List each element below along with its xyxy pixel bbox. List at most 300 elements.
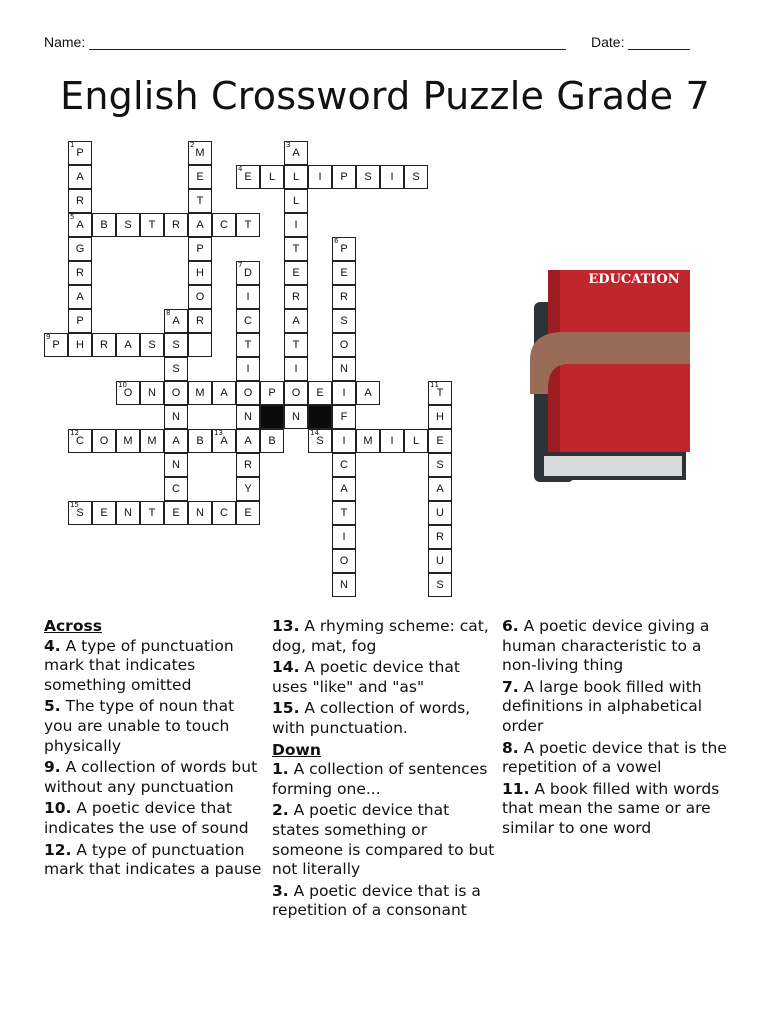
grid-cell[interactable] bbox=[332, 237, 356, 261]
cell-letter: M bbox=[147, 435, 157, 447]
clue-number: 13. bbox=[272, 617, 300, 635]
cell-letter: A bbox=[124, 339, 132, 351]
cell-letter: O bbox=[99, 435, 109, 447]
cell-letter: P bbox=[268, 387, 276, 399]
grid-cell[interactable] bbox=[236, 309, 260, 333]
clue-number: 3 bbox=[286, 141, 291, 149]
grid-cell[interactable] bbox=[188, 309, 212, 333]
clues-column-1 bbox=[44, 617, 266, 882]
cell-letter: E bbox=[292, 267, 300, 279]
cell-letter: A bbox=[244, 435, 252, 447]
grid-cell[interactable] bbox=[332, 477, 356, 501]
cell-letter: C bbox=[220, 507, 228, 519]
cell-letter: P bbox=[76, 315, 84, 327]
grid-cell[interactable] bbox=[404, 429, 428, 453]
grid-cell[interactable] bbox=[92, 429, 116, 453]
cell-letter: I bbox=[390, 435, 394, 447]
grid-cell[interactable] bbox=[188, 501, 212, 525]
cell-letter: A bbox=[196, 219, 204, 231]
grid-cell[interactable] bbox=[236, 405, 260, 429]
grid-cell[interactable] bbox=[428, 573, 452, 597]
cell-letter: T bbox=[196, 195, 204, 207]
grid-cell[interactable] bbox=[68, 285, 92, 309]
clue-text: A large book filled with definitions in alphabetical order bbox=[502, 677, 703, 735]
cell-letter: E bbox=[244, 507, 252, 519]
cell-letter: I bbox=[318, 171, 322, 183]
cell-letter: E bbox=[196, 171, 204, 183]
grid-cell[interactable] bbox=[332, 261, 356, 285]
grid-cell[interactable] bbox=[236, 165, 260, 189]
cell-letter: C bbox=[340, 459, 348, 471]
grid-cell[interactable] bbox=[164, 405, 188, 429]
cell-letter: P bbox=[76, 147, 84, 159]
grid-cell[interactable] bbox=[260, 165, 284, 189]
grid-cell[interactable] bbox=[212, 381, 236, 405]
across-clue bbox=[272, 617, 496, 656]
grid-cell[interactable] bbox=[260, 381, 284, 405]
cell-letter: R bbox=[196, 315, 204, 327]
cell-letter: F bbox=[340, 411, 348, 423]
clue-number: 15 bbox=[70, 501, 79, 509]
cell-letter: P bbox=[196, 243, 204, 255]
grid-cell[interactable] bbox=[164, 333, 188, 357]
grid-cell[interactable] bbox=[188, 237, 212, 261]
grid-cell[interactable] bbox=[332, 429, 356, 453]
clues-column-3 bbox=[502, 617, 732, 841]
clue-number: 6 bbox=[334, 237, 339, 245]
cell-letter: I bbox=[294, 363, 298, 375]
clue-number: 9. bbox=[44, 758, 61, 777]
grid-cell[interactable] bbox=[68, 141, 92, 165]
clue-text: A collection of words but without any punctuation bbox=[44, 758, 258, 796]
clue-number: 8. bbox=[502, 738, 519, 757]
grid-cell[interactable] bbox=[284, 141, 308, 165]
cell-letter: R bbox=[172, 219, 180, 231]
grid-cell[interactable] bbox=[68, 237, 92, 261]
clue-number: 14 bbox=[310, 429, 319, 437]
cell-letter: S bbox=[364, 171, 372, 183]
grid-cell[interactable] bbox=[332, 285, 356, 309]
clue-number: 7. bbox=[502, 677, 519, 696]
grid-cell[interactable] bbox=[164, 381, 188, 405]
book-label: EDUCATION bbox=[588, 272, 680, 287]
grid-cell[interactable] bbox=[428, 477, 452, 501]
clue-number: 15. bbox=[272, 699, 300, 718]
cell-letter: N bbox=[172, 411, 180, 423]
grid-cell[interactable] bbox=[212, 501, 236, 525]
grid-cell[interactable] bbox=[284, 213, 308, 237]
grid-cell[interactable] bbox=[332, 309, 356, 333]
grid-cell[interactable] bbox=[164, 213, 188, 237]
grid-cell[interactable] bbox=[188, 429, 212, 453]
cell-letter: S bbox=[172, 339, 180, 351]
down-clue bbox=[272, 760, 496, 799]
cell-letter: A bbox=[76, 291, 84, 303]
grid-cell[interactable] bbox=[116, 381, 140, 405]
grid-cell[interactable] bbox=[428, 429, 452, 453]
cell-letter: N bbox=[340, 579, 348, 591]
across-clue bbox=[44, 841, 266, 880]
cell-letter: B bbox=[268, 435, 276, 447]
grid-cell[interactable] bbox=[284, 357, 308, 381]
cell-letter: I bbox=[390, 171, 394, 183]
cell-letter: E bbox=[436, 435, 444, 447]
down-clue bbox=[502, 678, 732, 737]
grid-cell[interactable] bbox=[164, 477, 188, 501]
grid-cell[interactable] bbox=[44, 333, 68, 357]
education-book-icon bbox=[530, 264, 700, 494]
grid-cell[interactable] bbox=[236, 477, 260, 501]
grid-cell[interactable] bbox=[428, 549, 452, 573]
cell-letter: N bbox=[292, 411, 300, 423]
across-clue bbox=[272, 699, 496, 738]
cell-letter: H bbox=[76, 339, 84, 351]
clue-text: A collection of sentences forming one... bbox=[272, 760, 488, 798]
grid-cell[interactable] bbox=[188, 381, 212, 405]
clue-number: 1 bbox=[70, 141, 75, 149]
grid-cell[interactable] bbox=[404, 165, 428, 189]
grid-cell[interactable] bbox=[428, 453, 452, 477]
grid-black-cell bbox=[260, 405, 284, 429]
cell-letter: E bbox=[172, 507, 180, 519]
cell-letter bbox=[189, 334, 211, 356]
cell-letter: R bbox=[76, 195, 84, 207]
grid-cell[interactable] bbox=[116, 333, 140, 357]
cell-letter: S bbox=[76, 507, 84, 519]
grid-cell[interactable] bbox=[212, 429, 236, 453]
clue-number: 11 bbox=[430, 381, 439, 389]
cell-letter: T bbox=[244, 339, 252, 351]
cell-letter: O bbox=[243, 387, 253, 399]
cell-letter: S bbox=[436, 579, 444, 591]
grid-cell[interactable] bbox=[236, 357, 260, 381]
grid-cell[interactable] bbox=[92, 333, 116, 357]
book-pages bbox=[544, 456, 682, 476]
down-clue bbox=[502, 780, 732, 839]
clue-text: A poetic device that states something or someone is compared to but not literally bbox=[272, 801, 495, 879]
grid-cell[interactable] bbox=[68, 501, 92, 525]
grid-cell[interactable] bbox=[68, 165, 92, 189]
clue-number: 4 bbox=[238, 165, 243, 173]
grid-cell[interactable] bbox=[188, 141, 212, 165]
clue-text: A type of punctuation mark that indicates a pause bbox=[44, 840, 262, 879]
grid-cell[interactable] bbox=[284, 261, 308, 285]
clue-number: 12 bbox=[70, 429, 79, 437]
grid-cell[interactable] bbox=[380, 429, 404, 453]
clue-text: The type of noun that you are unable to touch physically bbox=[44, 697, 235, 755]
grid-cell[interactable] bbox=[68, 189, 92, 213]
cell-letter: U bbox=[436, 555, 444, 567]
cell-letter: R bbox=[292, 291, 300, 303]
grid-cell[interactable] bbox=[164, 357, 188, 381]
cell-letter: T bbox=[436, 387, 444, 399]
grid-cell[interactable] bbox=[188, 285, 212, 309]
down-clue bbox=[502, 617, 732, 676]
cell-letter: T bbox=[340, 507, 348, 519]
grid-cell[interactable] bbox=[380, 165, 404, 189]
cell-letter: A bbox=[364, 387, 372, 399]
cell-letter: A bbox=[340, 483, 348, 495]
clue-number: 6. bbox=[502, 617, 519, 635]
name-label: Name: bbox=[44, 34, 86, 50]
cell-letter: O bbox=[291, 387, 301, 399]
cell-letter: P bbox=[340, 243, 348, 255]
cell-letter: O bbox=[339, 339, 349, 351]
cell-letter: S bbox=[124, 219, 132, 231]
grid-cell[interactable] bbox=[284, 165, 308, 189]
grid-cell[interactable] bbox=[140, 333, 164, 357]
cell-letter: U bbox=[436, 507, 444, 519]
cell-letter: A bbox=[220, 435, 228, 447]
clues-column-2 bbox=[272, 617, 496, 923]
clue-number: 7 bbox=[238, 261, 243, 269]
grid-cell[interactable] bbox=[332, 525, 356, 549]
cell-letter: O bbox=[195, 291, 205, 303]
grid-cell[interactable] bbox=[332, 453, 356, 477]
cell-letter: A bbox=[292, 147, 300, 159]
grid-cell[interactable] bbox=[164, 501, 188, 525]
cell-letter: S bbox=[316, 435, 324, 447]
cell-letter: E bbox=[340, 267, 348, 279]
cell-letter: Y bbox=[244, 483, 252, 495]
across-clue bbox=[44, 697, 266, 756]
grid-cell[interactable] bbox=[68, 261, 92, 285]
across-heading: Across bbox=[44, 617, 102, 635]
grid-cell[interactable] bbox=[236, 285, 260, 309]
down-clue bbox=[502, 739, 732, 778]
clue-text: A poetic device that indicates the use of sound bbox=[44, 799, 249, 837]
cell-letter: N bbox=[172, 459, 180, 471]
grid-cell[interactable] bbox=[428, 381, 452, 405]
grid-cell[interactable] bbox=[332, 357, 356, 381]
clue-text: A poetic device giving a human characteristic to a non-living thing bbox=[502, 617, 710, 675]
cell-letter: I bbox=[246, 363, 250, 375]
clue-text: A poetic device that is a repetition of a consonant bbox=[272, 881, 481, 920]
grid-cell[interactable] bbox=[284, 237, 308, 261]
clue-number: 1. bbox=[272, 760, 289, 779]
across-clue bbox=[44, 637, 266, 696]
cell-letter: R bbox=[436, 531, 444, 543]
cell-letter: P bbox=[340, 171, 348, 183]
cell-letter: C bbox=[76, 435, 84, 447]
clue-text: A type of punctuation mark that indicates something omitted bbox=[44, 636, 234, 694]
across-clue bbox=[44, 758, 266, 797]
grid-cell[interactable] bbox=[236, 501, 260, 525]
grid-cell[interactable] bbox=[188, 165, 212, 189]
cell-letter: S bbox=[412, 171, 420, 183]
date-label: Date: bbox=[591, 34, 625, 50]
cell-letter: L bbox=[412, 435, 420, 447]
grid-cell[interactable] bbox=[284, 381, 308, 405]
clue-number: 2 bbox=[190, 141, 195, 149]
grid-cell[interactable] bbox=[116, 501, 140, 525]
page-title: English Crossword Puzzle Grade 7 bbox=[60, 74, 710, 118]
grid-cell[interactable] bbox=[356, 165, 380, 189]
grid-cell[interactable] bbox=[428, 501, 452, 525]
clue-number: 14. bbox=[272, 658, 300, 677]
grid-cell[interactable] bbox=[308, 165, 332, 189]
cell-letter: N bbox=[124, 507, 132, 519]
clue-text: A rhyming scheme: cat, dog, mat, fog bbox=[272, 617, 489, 655]
grid-cell[interactable] bbox=[260, 429, 284, 453]
clue-number: 3. bbox=[272, 881, 289, 900]
grid-cell[interactable] bbox=[236, 261, 260, 285]
cell-letter: T bbox=[292, 339, 300, 351]
down-clue bbox=[272, 882, 496, 921]
grid-cell[interactable] bbox=[212, 213, 236, 237]
down-heading: Down bbox=[272, 740, 321, 759]
cell-letter: C bbox=[172, 483, 180, 495]
grid-cell[interactable] bbox=[332, 333, 356, 357]
grid-cell[interactable] bbox=[236, 213, 260, 237]
grid-cell[interactable] bbox=[284, 309, 308, 333]
grid-cell[interactable] bbox=[68, 309, 92, 333]
cell-letter: T bbox=[292, 243, 300, 255]
cell-letter: T bbox=[244, 219, 252, 231]
cell-letter: C bbox=[244, 315, 252, 327]
cell-letter: A bbox=[292, 315, 300, 327]
grid-cell[interactable] bbox=[68, 213, 92, 237]
clue-number: 13 bbox=[214, 429, 223, 437]
grid-cell[interactable] bbox=[188, 261, 212, 285]
cell-letter: H bbox=[436, 411, 444, 423]
grid-cell[interactable] bbox=[236, 333, 260, 357]
cell-letter: M bbox=[195, 387, 205, 399]
across-clue bbox=[272, 658, 496, 697]
cell-letter: L bbox=[292, 195, 300, 207]
grid-cell[interactable] bbox=[140, 381, 164, 405]
cell-letter: N bbox=[244, 411, 252, 423]
grid-cell[interactable] bbox=[164, 453, 188, 477]
grid-cell[interactable] bbox=[164, 429, 188, 453]
cell-letter: I bbox=[342, 435, 346, 447]
cell-letter: O bbox=[171, 387, 181, 399]
grid-cell[interactable] bbox=[284, 189, 308, 213]
cell-letter: M bbox=[195, 147, 205, 159]
cell-letter: I bbox=[342, 387, 346, 399]
grid-cell[interactable] bbox=[332, 405, 356, 429]
cell-letter: A bbox=[172, 435, 180, 447]
cell-letter: A bbox=[220, 387, 228, 399]
grid-cell[interactable] bbox=[284, 333, 308, 357]
grid-cell[interactable] bbox=[332, 501, 356, 525]
grid-cell[interactable] bbox=[68, 333, 92, 357]
cell-letter: L bbox=[268, 171, 276, 183]
grid-cell[interactable] bbox=[188, 189, 212, 213]
cell-letter: R bbox=[76, 267, 84, 279]
grid-cell[interactable] bbox=[140, 429, 164, 453]
cell-letter: P bbox=[52, 339, 60, 351]
cell-letter: G bbox=[75, 243, 85, 255]
grid-cell[interactable] bbox=[332, 381, 356, 405]
grid-cell[interactable] bbox=[428, 525, 452, 549]
cell-letter: O bbox=[123, 387, 133, 399]
clue-number: 10. bbox=[44, 799, 72, 818]
grid-cell[interactable] bbox=[356, 429, 380, 453]
cell-letter: R bbox=[244, 459, 252, 471]
grid-cell[interactable] bbox=[164, 309, 188, 333]
clue-number: 9 bbox=[46, 333, 51, 341]
cell-letter: R bbox=[340, 291, 348, 303]
cell-letter: B bbox=[100, 219, 108, 231]
cell-letter: N bbox=[196, 507, 204, 519]
clue-text: A collection of words, with punctuation. bbox=[272, 699, 471, 737]
grid-cell[interactable] bbox=[68, 429, 92, 453]
clue-number: 4. bbox=[44, 636, 61, 655]
cell-letter: S bbox=[148, 339, 156, 351]
grid-cell[interactable] bbox=[236, 429, 260, 453]
cell-letter: N bbox=[148, 387, 156, 399]
cell-letter: I bbox=[342, 531, 346, 543]
cell-letter: H bbox=[196, 267, 204, 279]
grid-cell[interactable] bbox=[236, 381, 260, 405]
grid-cell[interactable] bbox=[356, 381, 380, 405]
cell-letter: E bbox=[244, 171, 252, 183]
grid-cell[interactable] bbox=[116, 213, 140, 237]
across-clue bbox=[44, 799, 266, 838]
grid-cell[interactable] bbox=[116, 429, 140, 453]
clue-number: 10 bbox=[118, 381, 127, 389]
grid-cell[interactable] bbox=[332, 573, 356, 597]
clue-number: 5 bbox=[70, 213, 75, 221]
clue-number: 8 bbox=[166, 309, 171, 317]
grid-cell[interactable] bbox=[284, 405, 308, 429]
grid-cell[interactable] bbox=[332, 549, 356, 573]
cell-letter: D bbox=[244, 267, 252, 279]
grid-black-cell bbox=[308, 405, 332, 429]
cell-letter: N bbox=[340, 363, 348, 375]
cell-letter: S bbox=[436, 459, 444, 471]
cell-letter: M bbox=[123, 435, 133, 447]
grid-cell[interactable] bbox=[92, 213, 116, 237]
grid-cell[interactable] bbox=[188, 333, 212, 357]
grid-cell[interactable] bbox=[332, 165, 356, 189]
cell-letter: I bbox=[246, 291, 250, 303]
cell-letter: S bbox=[340, 315, 348, 327]
cell-letter: B bbox=[196, 435, 204, 447]
cell-letter: A bbox=[172, 315, 180, 327]
grid-cell[interactable] bbox=[308, 429, 332, 453]
grid-cell[interactable] bbox=[140, 213, 164, 237]
clue-number: 11. bbox=[502, 779, 530, 798]
cell-letter: T bbox=[148, 507, 156, 519]
cell-letter: L bbox=[292, 171, 300, 183]
clue-text: A poetic device that uses "like" and "as" bbox=[272, 658, 460, 696]
grid-cell[interactable] bbox=[188, 213, 212, 237]
down-clue bbox=[272, 801, 496, 879]
grid-cell[interactable] bbox=[308, 381, 332, 405]
grid-cell[interactable] bbox=[236, 453, 260, 477]
grid-cell[interactable] bbox=[428, 405, 452, 429]
clue-text: A poetic device that is the repetition of a vowel bbox=[502, 738, 727, 777]
cell-letter: S bbox=[172, 363, 180, 375]
cell-letter: R bbox=[100, 339, 108, 351]
cell-letter: E bbox=[100, 507, 108, 519]
grid-cell[interactable] bbox=[284, 285, 308, 309]
cell-letter: A bbox=[76, 171, 84, 183]
cell-letter: T bbox=[148, 219, 156, 231]
clue-number: 12. bbox=[44, 840, 72, 859]
cell-letter: M bbox=[363, 435, 373, 447]
grid-cell[interactable] bbox=[140, 501, 164, 525]
clue-text: A book filled with words that mean the same or are similar to one word bbox=[502, 779, 720, 837]
clue-number: 2. bbox=[272, 801, 289, 820]
grid-cell[interactable] bbox=[92, 501, 116, 525]
cell-letter: A bbox=[436, 483, 444, 495]
cell-letter: O bbox=[339, 555, 349, 567]
clue-number: 5. bbox=[44, 697, 61, 716]
cell-letter: C bbox=[220, 219, 228, 231]
